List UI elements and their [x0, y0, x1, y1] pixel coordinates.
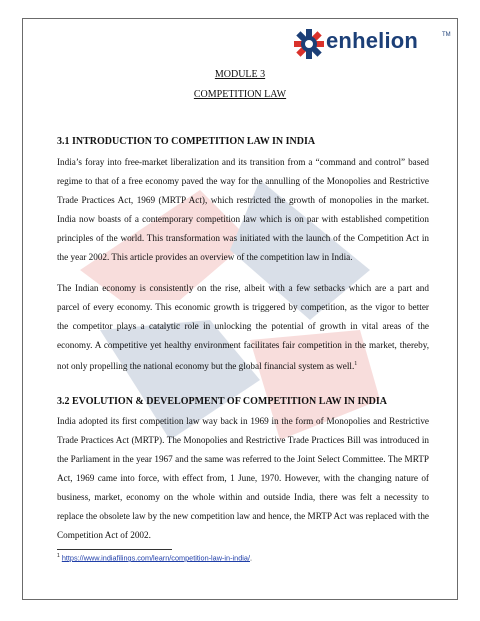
section-heading-3-1: 3.1 INTRODUCTION TO COMPETITION LAW IN INDIA — [57, 136, 316, 147]
footnote-link[interactable]: https://www.indiafilings.com/learn/competition-law-in-india/ — [61, 553, 250, 563]
footnote-number: 1 — [57, 553, 60, 559]
paragraph-intro: India’s foray into free-market liberalization and its transition from a “command and control” based regime to that of a free economy paved the way for the annulling of the Monopolies and Restrictive Trade Practices Act, 1969 (MRTP Act), which restricted the growth of monopolies in the market. India now boasts of a contemporary competition law which is on par with established competition principles of the world. This transformation was initiated with the launch of the Competition Act in the year 2002. This article provides an overview of the competition law in India. — [57, 157, 429, 262]
footnote-suffix: . — [250, 553, 253, 563]
paragraph-evolution: India adopted its first competition law way back in 1969 in the form of Monopolies and Restrictive Trade Practices Act (MRTP). The Monopolies and Restrictive Trade Practices Bill was introduced in the Parliament in the year 1967 and the same was referred to the Joint Select Committee. The MRTP Act, 1969 came into force, with effect from, 1 June, 1970. However, with the changing nature of business, market, economy on the whole within and outside India, there was felt a necessity to replace the obsolete law by the new competition law and hence, the MRTP Act was replaced with the Competition Act of 2002. — [57, 416, 429, 540]
module-label: MODULE 3 — [214, 69, 266, 80]
footnote — [57, 553, 252, 562]
enhelion-logo — [293, 26, 453, 66]
footnote-ref[interactable]: 1 — [354, 361, 358, 367]
footnote-divider — [57, 549, 172, 550]
page-title: COMPETITION LAW — [193, 89, 287, 100]
paragraph-economy — [57, 279, 429, 376]
paragraph-economy-text: The Indian economy is consistently on the rise, albeit with a few setbacks which are a part and parcel of every economy. This economic growth is triggered by competition, as the vigor to better the competitor plays a catalytic role in unlocking the potential of growth in vital areas of the economy. A competitive yet healthy environment facilitates fair competition in the market, thereby, not only propelling the national economy but the global financial system as well. — [57, 283, 429, 372]
brand-name: enhelion — [326, 28, 419, 53]
enhelion-gear-icon — [293, 28, 325, 60]
section-heading-3-2: 3.2 EVOLUTION & DEVELOPMENT OF COMPETITION LAW IN INDIA — [57, 396, 387, 407]
brand-trademark: TM — [442, 32, 451, 38]
